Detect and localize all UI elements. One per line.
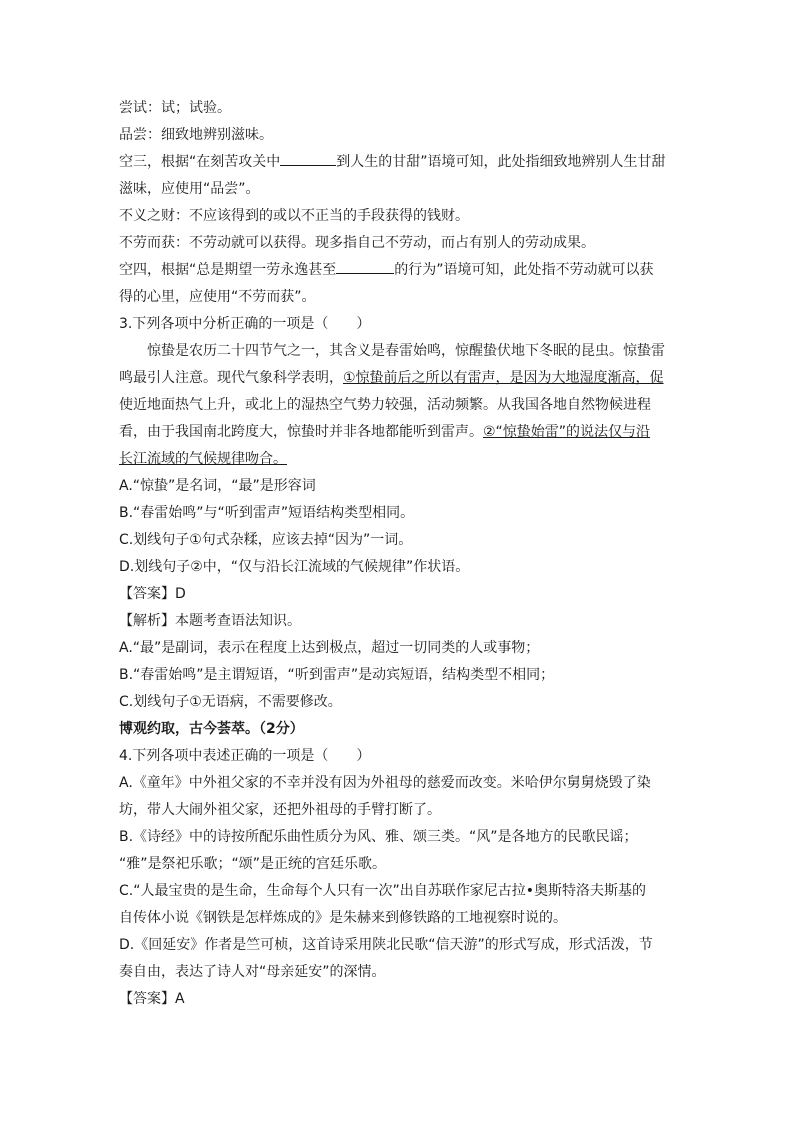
text: B.“春雷始鸣”是主谓短语，“听到雷声”是动宾短语，结构类型不相同； bbox=[119, 667, 555, 683]
analysis-blank-three bbox=[119, 149, 679, 176]
text: A.“最”是副词，表示在程度上达到极点，超过一切同类的人或事物； bbox=[119, 640, 540, 656]
question-4-answer bbox=[119, 986, 679, 1013]
text: 博观约取，古今荟萃。（2分） bbox=[119, 721, 304, 737]
section-heading bbox=[119, 716, 679, 743]
text: A.《童年》中外祖父家的不幸并没有因为外祖母的慈爱而改变。米哈伊尔舅舅烧毁了染 bbox=[119, 775, 651, 791]
definition-buyizhicai bbox=[119, 203, 679, 230]
question-3-option-c bbox=[119, 527, 679, 554]
fill-blank bbox=[280, 151, 336, 166]
text: 【答案】A bbox=[119, 991, 185, 1007]
question-3-explanation bbox=[119, 635, 679, 662]
text: 惊蛰是农历二十四节气之一，其含义是春雷始鸣，惊醒蛰伏地下冬眠的昆虫。惊蛰雷 bbox=[147, 343, 665, 359]
text: D.划线句子②中，“仅与沿长江流域的气候规律”作状语。 bbox=[119, 559, 470, 575]
text: B.“春雷始鸣”与“听到雷声”短语结构类型相同。 bbox=[119, 505, 415, 521]
document-body bbox=[119, 95, 679, 1013]
question-4-option-d bbox=[119, 959, 679, 986]
question-3-option-a bbox=[119, 473, 679, 500]
question-3-answer bbox=[119, 581, 679, 608]
text: C.“人最宝贵的是生命，生命每个人只有一次”出自苏联作家尼古拉•奥斯特洛夫斯基的 bbox=[119, 883, 646, 899]
underlined-sentence-1: ①惊蛰前后之所以有雷声，是因为大地湿度渐高，促 bbox=[343, 370, 664, 386]
text: D.《回延安》作者是竺可桢，这首诗采用陕北民歌“信天游”的形式写成，形式活泼，节 bbox=[119, 937, 653, 953]
analysis-blank-three-cont bbox=[119, 176, 679, 203]
text: 品尝：细致地辨别滋味。 bbox=[119, 127, 273, 143]
question-4-option-a bbox=[119, 797, 679, 824]
question-3-passage bbox=[119, 365, 679, 392]
text: 【解析】本题考查语法知识。 bbox=[119, 613, 301, 629]
definition-pinchang bbox=[119, 122, 679, 149]
text: 的行为”语境可知，此处指不劳动就可以获 bbox=[394, 262, 654, 278]
text: 滋味，应使用“品尝”。 bbox=[119, 181, 260, 197]
definition-bulaoerhuo bbox=[119, 230, 679, 257]
question-4-option-d bbox=[119, 932, 679, 959]
question-4-option-a bbox=[119, 770, 679, 797]
text: 到人生的甘甜”语境可知，此处指细致地辨别人生甘甜 bbox=[336, 154, 666, 170]
text: 使近地面热气上升，或北上的湿热空气势力较强，活动频繁。从我国各地自然物候进程 bbox=[119, 397, 651, 413]
text: 得的心里，应使用“不劳而获”。 bbox=[119, 289, 316, 305]
analysis-blank-four bbox=[119, 257, 679, 284]
question-3-option-b bbox=[119, 500, 679, 527]
text: 鸣最引人注意。现代气象科学表明， bbox=[119, 370, 343, 386]
text: 空四，根据“总是期望一劳永逸甚至 bbox=[119, 262, 337, 278]
text: 看，由于我国南北跨度大，惊蛰时并非各地都能听到雷声。 bbox=[119, 424, 483, 440]
question-4-option-c bbox=[119, 905, 679, 932]
text: B.《诗经》中的诗按所配乐曲性质分为风、雅、颂三类。“风”是各地方的民歌民谣； bbox=[119, 829, 638, 845]
text: 坊，带人大闹外祖父家，还把外祖母的手臂打断了。 bbox=[119, 802, 441, 818]
text: 不劳而获：不劳动就可以获得。现多指自己不劳动，而占有别人的劳动成果。 bbox=[119, 235, 595, 251]
underlined-sentence-2: ②“惊蛰始雷”的说法仅与沿 bbox=[483, 424, 651, 440]
text: 自传体小说《钢铁是怎样炼成的》是朱赫来到修铁路的工地视察时说的。 bbox=[119, 910, 567, 926]
analysis-blank-four-cont bbox=[119, 284, 679, 311]
question-4-option-b bbox=[119, 851, 679, 878]
question-4-stem bbox=[119, 743, 679, 770]
definition-changshi bbox=[119, 95, 679, 122]
question-3-passage bbox=[119, 446, 679, 473]
question-3-explanation bbox=[119, 662, 679, 689]
question-3-passage bbox=[119, 392, 679, 419]
question-3-explanation bbox=[119, 689, 679, 716]
text: 3.下列各项中分析正确的一项是（ ） bbox=[119, 316, 371, 332]
text: 尝试：试；试验。 bbox=[119, 100, 231, 116]
text: “雅”是祭祀乐歌；“颂”是正统的宫廷乐歌。 bbox=[119, 856, 387, 872]
text: 4.下列各项中表述正确的一项是（ ） bbox=[119, 748, 371, 764]
fill-blank bbox=[336, 259, 394, 274]
question-3-passage bbox=[119, 419, 679, 446]
text: A.“惊蛰”是名词，“最”是形容词 bbox=[119, 478, 316, 494]
text: 奏自由，表达了诗人对“母亲延安”的深情。 bbox=[119, 964, 386, 980]
text: 不义之财：不应该得到的或以不正当的手段获得的钱财。 bbox=[119, 208, 469, 224]
text: 空三，根据“在刻苦攻关中 bbox=[119, 154, 281, 170]
underlined-sentence-2: 长江流域的气候规律吻合。 bbox=[119, 451, 287, 467]
text: C.划线句子①句式杂糅，应该去掉“因为”一词。 bbox=[119, 532, 413, 548]
text: C.划线句子①无语病，不需要修改。 bbox=[119, 694, 342, 710]
question-3-option-d bbox=[119, 554, 679, 581]
question-3-stem bbox=[119, 311, 679, 338]
question-3-passage bbox=[119, 338, 679, 365]
text: 【答案】D bbox=[119, 586, 186, 602]
question-4-option-c bbox=[119, 878, 679, 905]
question-4-option-b bbox=[119, 824, 679, 851]
question-3-explanation bbox=[119, 608, 679, 635]
